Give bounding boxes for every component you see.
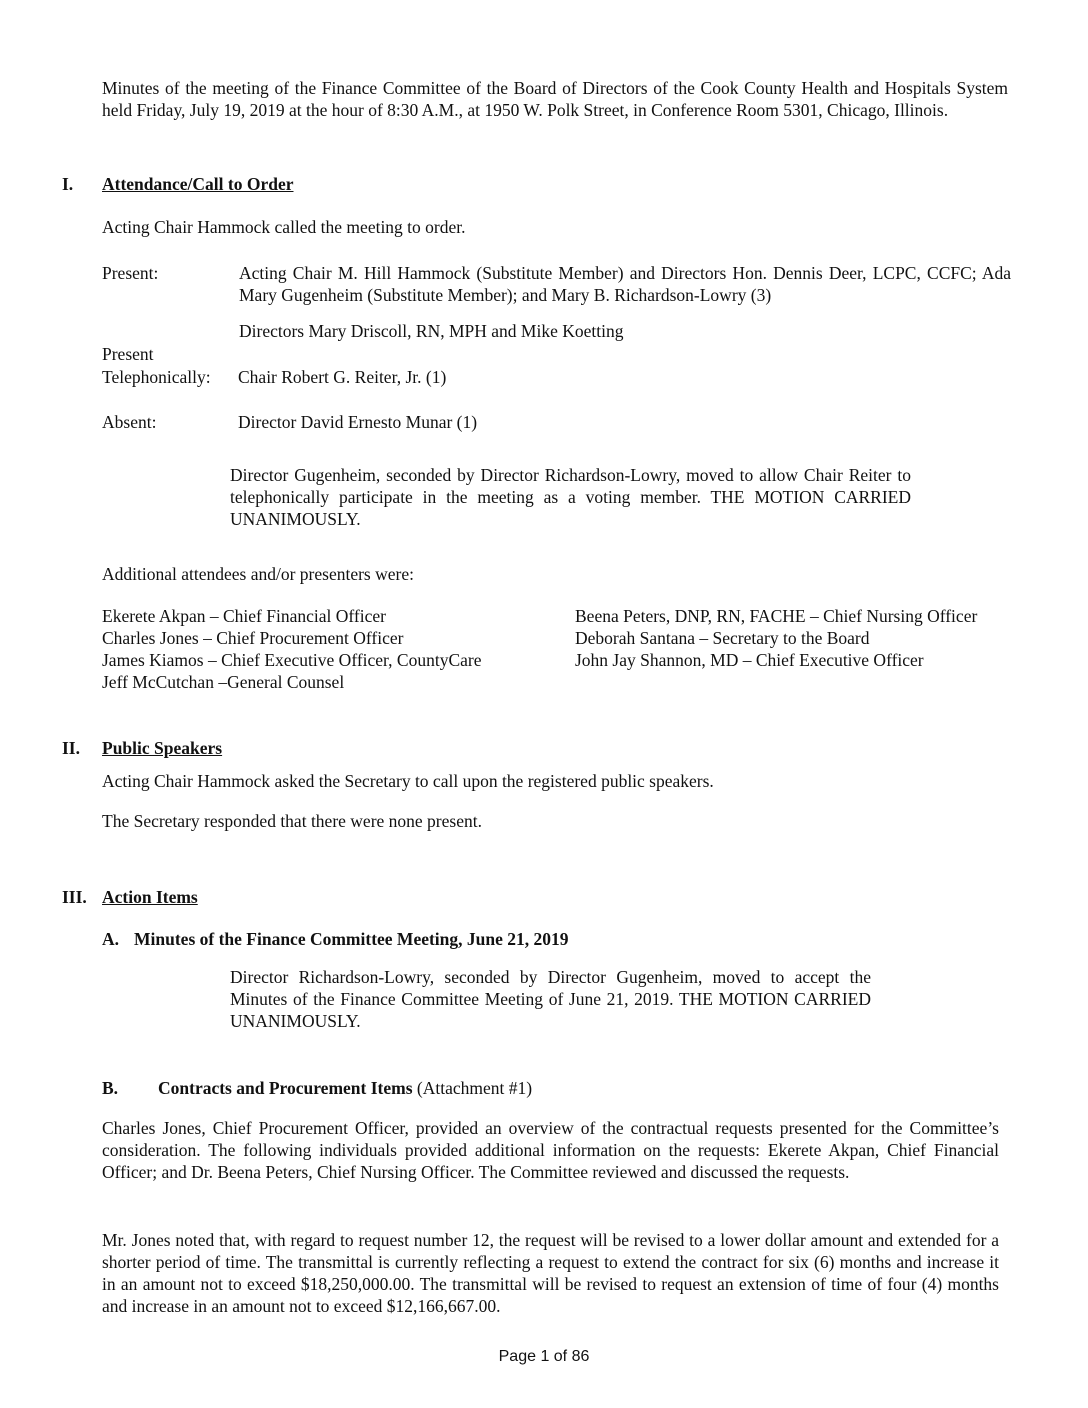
attendee-item: Beena Peters, DNP, RN, FACHE – Chief Nursing Officer <box>575 606 978 626</box>
section-3-number: III. <box>62 887 87 907</box>
present-label: Present: <box>102 263 159 283</box>
public-speakers-text-2: The Secretary responded that there were none present. <box>102 811 482 831</box>
procurement-paragraph-1: Charles Jones, Chief Procurement Officer, provided an overview of the contractual requests presented for the Committee’s consideration. The following individuals provided additional information on the requests: Ekerete Akpan, Chief Financial Officer; and Dr. Beena Peters, Chief Nursing Officer. The Committee reviewed and discussed the requests. <box>102 1118 999 1182</box>
attendees-right-column <box>575 605 977 671</box>
intro-paragraph: Minutes of the meeting of the Finance Committee of the Board of Directors of the Cook County Health and Hospitals System held Friday, July 19, 2019 at the hour of 8:30 A.M., at 1950 W. Polk Street, in Conference Room 5301, Chicago, Illinois. <box>102 78 1008 120</box>
minutes-motion: Director Richardson-Lowry, seconded by Director Gugenheim, moved to accept the Minutes of the Finance Committee Meeting of June 21, 2019. THE MOTION CARRIED UNANIMOUSLY. <box>230 967 871 1031</box>
telephonic-motion: Director Gugenheim, seconded by Director Richardson-Lowry, moved to allow Chair Reiter to telephonically participate in the meeting as a voting member. THE MOTION CARRIED UNANIMOUSLY. <box>230 465 911 529</box>
item-a-label: A. <box>102 929 120 949</box>
present-telephonically-text: Chair Robert G. Reiter, Jr. (1) <box>238 367 447 387</box>
page-number: Page 1 of 86 <box>498 1348 590 1365</box>
item-b-attachment: (Attachment #1) <box>412 1078 533 1098</box>
present-extra-text: Directors Mary Driscoll, RN, MPH and Mike Koetting <box>239 321 624 341</box>
absent-label: Absent: <box>102 412 157 432</box>
attendees-left-column <box>102 605 482 693</box>
public-speakers-text-1: Acting Chair Hammock asked the Secretary to call upon the registered public speakers. <box>102 771 714 791</box>
attendee-item: Ekerete Akpan – Chief Financial Officer <box>102 606 386 626</box>
item-b-label: B. <box>102 1078 119 1098</box>
attendee-item: Jeff McCutchan –General Counsel <box>102 672 345 692</box>
section-1-number: I. <box>62 174 74 194</box>
present-telephonically-label-2: Telephonically: <box>102 367 211 387</box>
item-b-title: Contracts and Procurement Items <box>158 1078 413 1098</box>
call-to-order-text: Acting Chair Hammock called the meeting to order. <box>102 217 466 237</box>
item-b-heading <box>158 1077 532 1099</box>
section-1-title: Attendance/Call to Order <box>102 174 294 194</box>
procurement-paragraph-2: Mr. Jones noted that, with regard to request number 12, the request will be revised to a lower dollar amount and extended for a shorter period of time. The transmittal is currently reflecting a request to extend the contract for six (6) months and increase it in an amount not to exceed $18,250,000.00. The transmittal will be revised to request an extension of time of four (4) months and increase in an amount not to exceed $12,166,667.00. <box>102 1230 999 1316</box>
present-text: Acting Chair M. Hill Hammock (Substitute Member) and Directors Hon. Dennis Deer, LCPC, CCFC; Ada Mary Gugenheim (Substitute Member); and Mary B. Richardson-Lowry (3) <box>239 263 1011 305</box>
item-a-title: Minutes of the Finance Committee Meeting, June 21, 2019 <box>134 929 569 949</box>
additional-attendees-label: Additional attendees and/or presenters were: <box>102 564 414 584</box>
section-2-title: Public Speakers <box>102 738 223 758</box>
attendee-item: Deborah Santana – Secretary to the Board <box>575 628 870 648</box>
absent-text: Director David Ernesto Munar (1) <box>238 412 478 432</box>
present-telephonically-label-1: Present <box>102 344 154 364</box>
attendee-item: John Jay Shannon, MD – Chief Executive Officer <box>575 650 924 670</box>
attendee-item: Charles Jones – Chief Procurement Officer <box>102 628 404 648</box>
section-2-number: II. <box>62 738 80 758</box>
section-3-title: Action Items <box>102 887 198 907</box>
attendee-item: James Kiamos – Chief Executive Officer, CountyCare <box>102 650 482 670</box>
